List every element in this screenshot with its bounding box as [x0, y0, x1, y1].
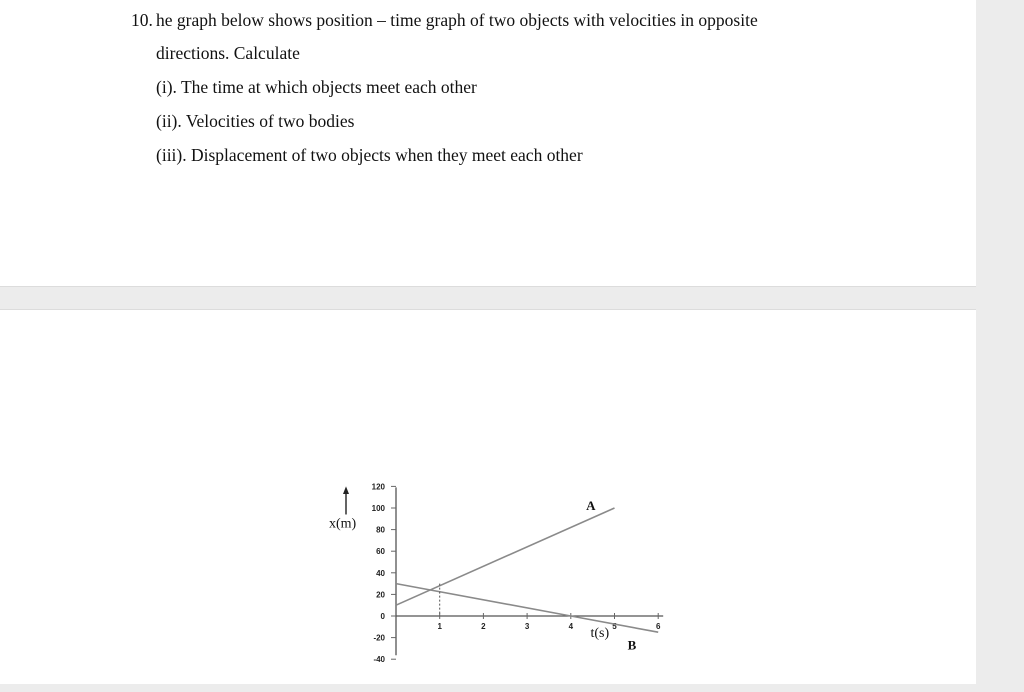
x-tick-label: 6 [655, 622, 661, 631]
graph-card [0, 309, 976, 684]
question-text-line2: directions. Calculate [156, 43, 300, 63]
x-tick-label: 3 [524, 622, 530, 631]
next-question-fragment [131, 672, 135, 692]
ticks [372, 482, 661, 664]
sub-question-1: (i). The time at which objects meet each other [156, 77, 477, 97]
y-arrow-head [343, 486, 349, 494]
question-card [0, 0, 976, 287]
sub-question-3: (iii). Displacement of two objects when they meet each other [156, 145, 583, 165]
y-tick-label: 100 [371, 504, 385, 513]
position-time-graph [0, 310, 976, 684]
y-tick-label: 120 [371, 482, 385, 492]
y-tick-label: 0 [380, 612, 385, 621]
sub-question-2: (ii). Velocities of two bodies [156, 111, 355, 131]
y-tick-label: 60 [376, 547, 385, 557]
x-tick-label: 5 [612, 622, 617, 631]
x-axis-label: t(s) [590, 626, 610, 641]
y-tick-label: 80 [376, 525, 385, 535]
y-axis-label: x(m) [329, 516, 357, 532]
x-tick-label: 1 [437, 622, 442, 631]
y-tick-label: 40 [376, 568, 385, 578]
series-label-b: B [627, 637, 637, 653]
series-label-a: A [586, 498, 596, 514]
y-tick-label: -40 [373, 655, 385, 665]
axes [396, 487, 663, 655]
x-tick-label: 2 [481, 622, 486, 631]
question-text: he graph below shows position – time graph of two objects with velocities in opposite [156, 10, 758, 30]
y-tick-label: -20 [373, 633, 385, 643]
y-tick-label: 20 [376, 590, 385, 600]
x-tick-label: 4 [568, 622, 574, 631]
question-number: 10. [131, 10, 153, 30]
series-line-a [396, 508, 615, 605]
